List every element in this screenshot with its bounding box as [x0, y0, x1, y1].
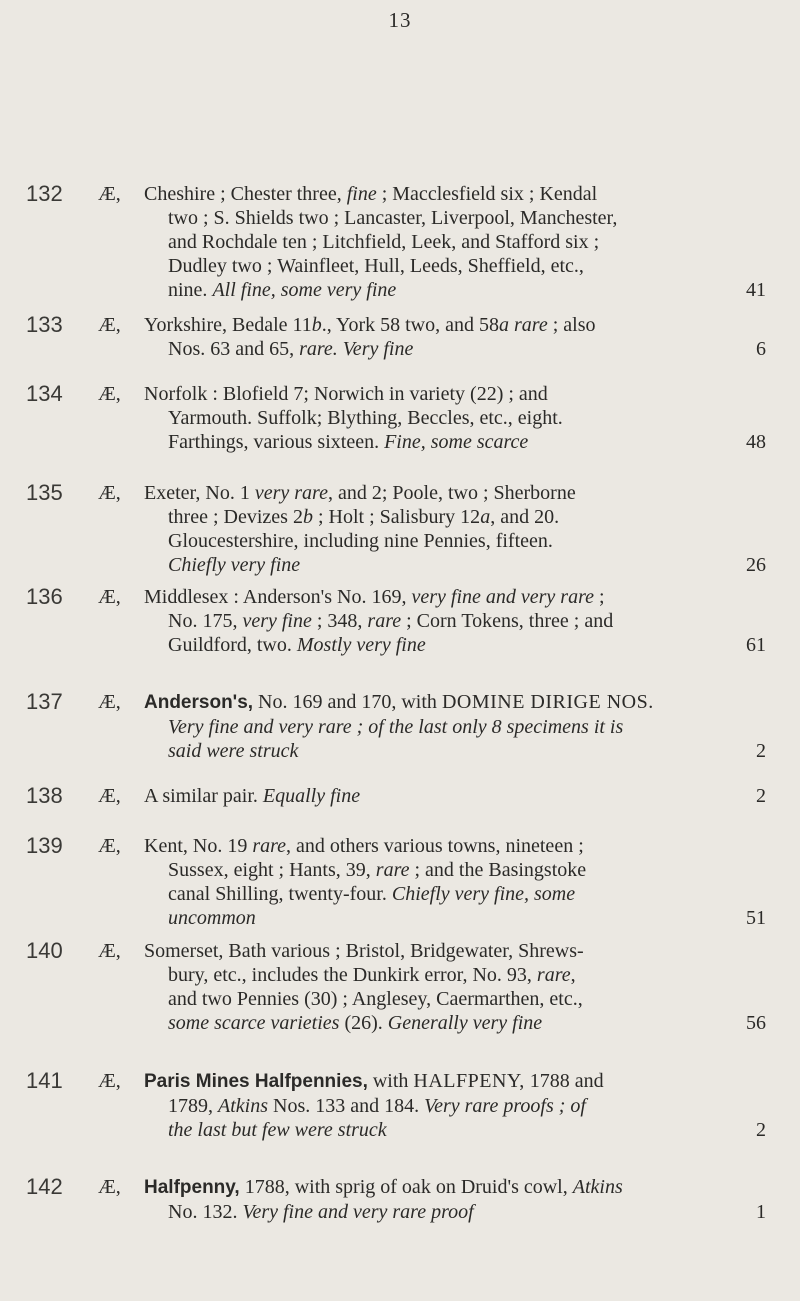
lot-description-line: canal Shilling, twenty-four. Chiefly very fine, some	[168, 883, 576, 905]
lot-description-line: 1789, Atkins Nos. 133 and 184. Very rare proofs ; of	[168, 1095, 586, 1117]
lot-number: 140	[26, 938, 63, 963]
lot-description-line: Anderson's, No. 169 and 170, with DOMINE DIRIGE NOS.	[144, 691, 654, 713]
lot-description-line: Yorkshire, Bedale 11b., York 58 two, and 58a rare ; also	[144, 314, 596, 336]
lot-number: 139	[26, 833, 63, 858]
lot-description	[144, 313, 766, 361]
lot-number: 137	[26, 689, 63, 714]
lot-description-line: Very fine and very rare ; of the last only 8 specimens it is	[168, 716, 624, 738]
lot-description-line: Dudley two ; Wainfleet, Hull, Leeds, Sheffield, etc.,	[168, 255, 584, 277]
lot-description-line: A similar pair. Equally fine 2	[144, 785, 766, 807]
lot-metal: Æ,	[98, 835, 121, 857]
lot-description-line: Yarmouth. Suffolk; Blything, Beccles, etc., eight.	[168, 407, 563, 429]
lot-description-line: Kent, No. 19 rare, and others various towns, nineteen ;	[144, 835, 584, 857]
lot-description	[144, 939, 766, 1035]
lot-description-line: the last but few were struck 2	[168, 1119, 766, 1141]
lot-description-line: No. 175, very fine ; 348, rare ; Corn Tokens, three ; and	[168, 610, 614, 632]
lot-description-line: and two Pennies (30) ; Anglesey, Caermarthen, etc.,	[168, 988, 583, 1010]
lot-description	[144, 382, 766, 454]
lot-quantity: 1	[756, 1201, 766, 1223]
lot-description-line: Paris Mines Halfpennies, with HALFPENY, 1788 and	[144, 1070, 604, 1092]
lot-number: 132	[26, 181, 63, 206]
lot-quantity: 2	[756, 1119, 766, 1141]
lot-description	[144, 481, 766, 577]
lot-description-line: Guildford, two. Mostly very fine 61	[168, 634, 766, 656]
lot-description-line: bury, etc., includes the Dunkirk error, No. 93, rare,	[168, 964, 576, 986]
lot-description-line: Middlesex : Anderson's No. 169, very fine and very rare ;	[144, 586, 605, 608]
lot-description	[144, 834, 766, 930]
lot-description-line: said were struck 2	[168, 740, 766, 762]
lot-metal: Æ,	[98, 691, 121, 713]
lot-quantity: 48	[746, 431, 766, 453]
lot-description	[144, 1069, 766, 1142]
lot-description-line: two ; S. Shields two ; Lancaster, Liverpool, Manchester,	[168, 207, 618, 229]
lot-quantity: 26	[746, 554, 766, 576]
lot-description-line: Sussex, eight ; Hants, 39, rare ; and the Basingstoke	[168, 859, 587, 881]
lot-metal: Æ,	[98, 1176, 121, 1198]
lot-number: 141	[26, 1068, 63, 1093]
lot-number: 133	[26, 312, 63, 337]
lot-description-line: Halfpenny, 1788, with sprig of oak on Druid's cowl, Atkins	[144, 1176, 623, 1198]
lot-description	[144, 784, 766, 808]
page-number: 13	[388, 8, 412, 32]
lot-quantity: 2	[756, 740, 766, 762]
lot-metal: Æ,	[98, 314, 121, 336]
lot-description-line: some scarce varieties (26). Generally very fine 56	[168, 1012, 766, 1034]
lot-description-line: Somerset, Bath various ; Bristol, Bridgewater, Shrews-	[144, 940, 584, 962]
lot-metal: Æ,	[98, 940, 121, 962]
lot-quantity: 6	[756, 338, 766, 360]
lot-description	[144, 585, 766, 657]
lot-description-line: three ; Devizes 2b ; Holt ; Salisbury 12a, and 20.	[168, 506, 560, 528]
lot-description-line: Exeter, No. 1 very rare, and 2; Poole, two ; Sherborne	[144, 482, 576, 504]
lot-metal: Æ,	[98, 785, 121, 807]
lot-quantity: 61	[746, 634, 766, 656]
lot-number: 135	[26, 480, 63, 505]
lot-description	[144, 1175, 766, 1224]
lot-metal: Æ,	[98, 183, 121, 205]
lot-description-line: No. 132. Very fine and very rare proof 1	[168, 1201, 766, 1223]
lot-quantity: 56	[746, 1012, 766, 1034]
lot-description	[144, 690, 766, 763]
lot-number: 142	[26, 1174, 63, 1199]
lot-description-line: Farthings, various sixteen. Fine, some scarce 48	[168, 431, 766, 453]
lot-metal: Æ,	[98, 482, 121, 504]
lot-description-line: Gloucestershire, including nine Pennies, fifteen.	[168, 530, 553, 552]
lot-metal: Æ,	[98, 586, 121, 608]
lot-metal: Æ,	[98, 1070, 121, 1092]
lot-number: 138	[26, 783, 63, 808]
lot-quantity: 41	[746, 279, 766, 301]
lot-description-line: Cheshire ; Chester three, fine ; Macclesfield six ; Kendal	[144, 183, 598, 205]
lot-description	[144, 182, 766, 302]
lot-number: 134	[26, 381, 63, 406]
lot-description-line: Norfolk : Blofield 7; Norwich in variety (22) ; and	[144, 383, 548, 405]
lot-metal: Æ,	[98, 383, 121, 405]
lot-description-line: and Rochdale ten ; Litchfield, Leek, and Stafford six ;	[168, 231, 600, 253]
lot-description-line: Nos. 63 and 65, rare. Very fine 6	[168, 338, 766, 360]
lot-quantity: 51	[746, 907, 766, 929]
lot-description-line: nine. All fine, some very fine 41	[168, 279, 766, 301]
lot-number: 136	[26, 584, 63, 609]
lot-description-line: Chiefly very fine 26	[168, 554, 766, 576]
lot-description-line: uncommon 51	[168, 907, 766, 929]
lot-quantity: 2	[756, 785, 766, 807]
